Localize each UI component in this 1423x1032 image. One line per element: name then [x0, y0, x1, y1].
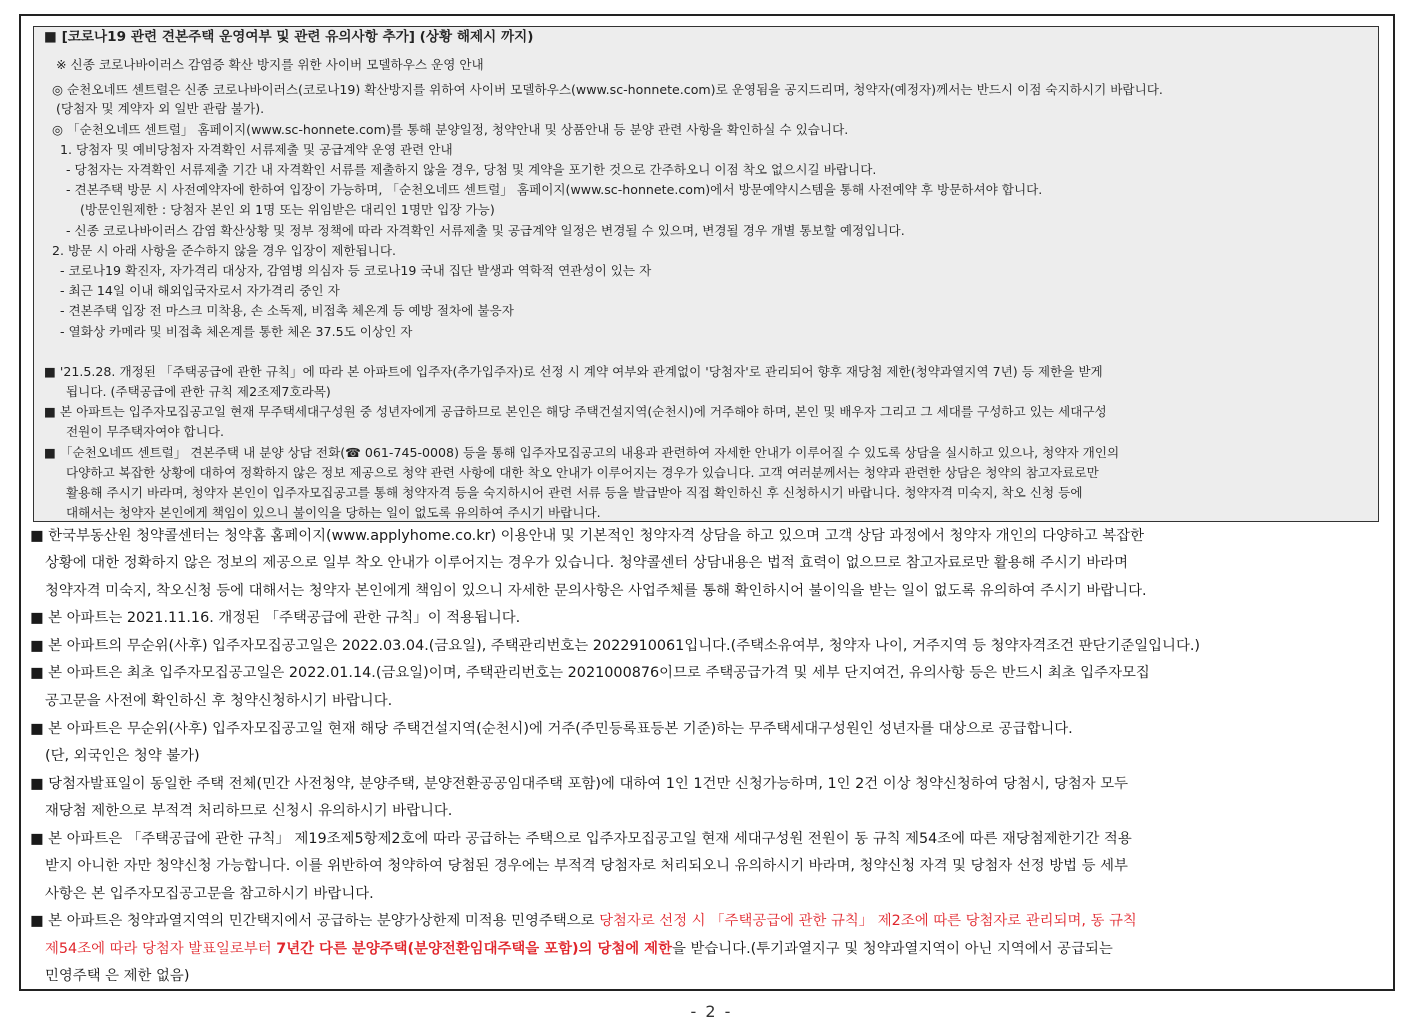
bullet-paragraph: 전원이 무주택자여야 합니다. — [66, 424, 224, 439]
list-item: - 견본주택 방문 시 사전예약자에 한하여 입장이 가능하며, 「순천오네뜨 센트럴」 홈페이지(www.sc-honnete.com)에서 방문예약시스템을 통해 사전예약 후 방문하셔야 합니다. — [66, 182, 1043, 197]
body-paragraph: 받지 아니한 자만 청약신청 가능합니다. 이를 위반하여 청약하여 당첨된 경우에는 부적격 당첨자로 처리되오니 유의하시기 바라며, 청약신청 자격 및 당첨자 선정 방법 등 세부 — [45, 858, 1128, 874]
list-item: - 최근 14일 이내 해외입국자로서 자가격리 중인 자 — [60, 283, 340, 298]
restriction-text: 을 받습니다.(투기과열지구 및 청약과열지역이 아닌 지역에서 공급되는 — [672, 941, 1113, 957]
restriction-paragraph — [30, 911, 1137, 931]
body-paragraph: 민영주택 은 제한 없음) — [45, 968, 190, 984]
notice-paragraph: ◎ 순천오네뜨 센트럴은 신종 코로나바이러스(코로나19) 확산방지를 위하여 사이버 모델하우스(www.sc-honnete.com)로 운영됨을 공지드리며, 청약자(예정자)께서는 반드시 이점 숙지하시기 바랍니다. — [52, 82, 1163, 97]
body-paragraph: ■ 본 아파트은 최초 입주자모집공고일은 2022.01.14.(금요일)이며, 주택관리번호는 2021000876이므로 주택공급가격 및 세부 단지여건, 유의사항 등은 반드시 최초 입주자모집 — [30, 665, 1150, 681]
body-paragraph: (단, 외국인은 청약 불가) — [45, 748, 200, 764]
restriction-highlight: 제54조에 따라 당첨자 발표일로부터 — [45, 941, 277, 957]
list-item: - 코로나19 확진자, 자가격리 대상자, 감염병 의심자 등 코로나19 국내 집단 발생과 역학적 연관성이 있는 자 — [60, 263, 652, 278]
bullet-paragraph: ■ 「순천오네뜨 센트럴」 견본주택 내 분양 상담 전화(☎ 061-745-0008) 등을 통해 입주자모집공고의 내용과 관련하여 자세한 안내가 이루어질 수 있도록 상담을 실시하고 있으나, 청약자 개인의 — [44, 445, 1120, 460]
bullet-paragraph: 다양하고 복잡한 상황에 대하여 정확하지 않은 정보 제공으로 청약 관련 사항에 대한 착오 안내가 이루어지는 경우가 있습니다. 고객 여러분께서는 청약과 관련한 상담은 청약의 참고자료로만 — [66, 465, 1099, 480]
cyber-model-house-subtitle: ※ 신종 코로나바이러스 감염증 확산 방지를 위한 사이버 모델하우스 운영 안내 — [56, 57, 484, 72]
restriction-paragraph — [45, 939, 1113, 959]
list-item: - 당첨자는 자격확인 서류제출 기간 내 자격확인 서류를 제출하지 않을 경우, 당첨 및 계약을 포기한 것으로 간주하오니 이점 착오 없으시길 바랍니다. — [66, 162, 877, 177]
body-paragraph: 사항은 본 입주자모집공고문을 참고하시기 바랍니다. — [45, 886, 374, 902]
restriction-text: ■ 본 아파트은 청약과열지역의 민간택지에서 공급하는 분양가상한제 미적용 민영주택으로 — [30, 913, 600, 929]
section-heading: 2. 방문 시 아래 사항을 준수하지 않을 경우 입장이 제한됩니다. — [52, 243, 397, 258]
body-paragraph: ■ 당첨자발표일이 동일한 주택 전체(민간 사전청약, 분양주택, 분양전환공공임대주택 포함)에 대하여 1인 1건만 신청가능하며, 1인 2건 이상 청약신청하여 당첨시, 당첨자 모두 — [30, 776, 1129, 792]
body-paragraph: ■ 본 아파트은 「주택공급에 관한 규칙」 제19조제5항제2호에 따라 공급하는 주택으로 입주자모집공고일 현재 세대구성원 전원이 동 규칙 제54조에 따른 재당첨제한기간 적용 — [30, 831, 1132, 847]
list-item: - 견본주택 입장 전 마스크 미착용, 손 소독제, 비접촉 체온계 등 예방 절차에 불응자 — [60, 303, 514, 318]
body-paragraph: ■ 본 아파트은 무순위(사후) 입주자모집공고일 현재 해당 주택건설지역(순천시)에 거주(주민등록표등본 기준)하는 무주택세대구성원인 성년자를 대상으로 공급합니다. — [30, 721, 1073, 737]
restriction-emphasis: 7년간 다른 분양주택(분양전환임대주택을 포함)의 당첨에 제한 — [276, 941, 672, 957]
bullet-paragraph: 활용해 주시기 바라며, 청약자 본인이 입주자모집공고를 통해 청약자격 등을 숙지하시어 관련 서류 등을 발급받아 직접 확인하신 후 신청하시기 바랍니다. 청약자격 미숙지, 착오 신청 등에 — [66, 485, 1083, 500]
body-paragraph: 재당첨 제한으로 부적격 처리하므로 신청시 유의하시기 바랍니다. — [45, 803, 453, 819]
bullet-paragraph: 대해서는 청약자 본인에게 책임이 있으니 불이익을 당하는 일이 없도록 유의하여 주시기 바랍니다. — [66, 505, 601, 520]
body-paragraph: 상황에 대한 정확하지 않은 정보의 제공으로 일부 착오 안내가 이루어지는 경우가 있습니다. 청약콜센터 상담내용은 법적 효력이 없으므로 참고자료로만 활용해 주시기 바라며 — [45, 555, 1129, 571]
notice-paragraph: ◎ 「순천오네뜨 센트럴」 홈페이지(www.sc-honnete.com)를 통해 분양일정, 청약안내 및 상품안내 등 분양 관련 사항을 확인하실 수 있습니다. — [52, 122, 849, 137]
body-paragraph: ■ 본 아파트의 무순위(사후) 입주자모집공고일은 2022.03.04.(금요일), 주택관리번호는 2022910061입니다.(주택소유여부, 청약자 나이, 거주지역 등 청약자격조건 판단기준일입니다.) — [30, 638, 1201, 654]
body-paragraph: ■ 본 아파트는 2021.11.16. 개정된 「주택공급에 관한 규칙」이 적용됩니다. — [30, 610, 521, 626]
bullet-paragraph: 됩니다. (주택공급에 관한 규칙 제2조제7호라목) — [66, 384, 331, 399]
list-item: - 신종 코로나바이러스 감염 확산상황 및 정부 정책에 따라 자격확인 서류제출 및 공급계약 일정은 변경될 수 있으며, 변경될 경우 개별 통보할 예정입니다. — [66, 223, 905, 238]
body-paragraph: 청약자격 미숙지, 착오신청 등에 대해서는 청약자 본인에게 책임이 있으니 자세한 문의사항은 사업주체를 통해 확인하시어 불이익을 받는 일이 없도록 유의하여 주시기 바랍니다. — [45, 583, 1147, 599]
section-heading: 1. 당첨자 및 예비당첨자 자격확인 서류제출 및 공급계약 운영 관련 안내 — [60, 142, 453, 157]
restriction-highlight: 당첨자로 선정 시 「주택공급에 관한 규칙」 제2조에 따른 당첨자로 관리되며, 동 규칙 — [599, 913, 1137, 929]
bullet-paragraph: ■ '21.5.28. 개정된 「주택공급에 관한 규칙」에 따라 본 아파트에 입주자(추가입주자)로 선정 시 계약 여부와 관계없이 '당첨자'로 관리되어 향후 재당첨 제한(청약과열지역 7년) 등 제한을 받게 — [44, 364, 1103, 379]
list-item: (방문인원제한 : 당첨자 본인 외 1명 또는 위임받은 대리인 1명만 입장 가능) — [80, 202, 495, 217]
bullet-paragraph: ■ 본 아파트는 입주자모집공고일 현재 무주택세대구성원 중 성년자에게 공급하므로 본인은 해당 주택건설지역(순천시)에 거주해야 하며, 본인 및 배우자 그리고 그 세대를 구성하고 있는 세대구성 — [44, 404, 1107, 419]
body-paragraph: ■ 한국부동산원 청약콜센터는 청약홈 홈페이지(www.applyhome.co.kr) 이용안내 및 기본적인 청약자격 상담을 하고 있으며 고객 상담 과정에서 청약자 개인의 다양하고 복잡한 — [30, 528, 1144, 544]
notice-paragraph: (당첨자 및 계약자 외 일반 관람 불가). — [56, 101, 265, 116]
covid-notice-title: ■ [코로나19 관련 견본주택 운영여부 및 관련 유의사항 추가] (상황 해제시 까지) — [44, 29, 534, 45]
body-paragraph: 공고문을 사전에 확인하신 후 청약신청하시기 바랍니다. — [45, 693, 393, 709]
page-number: - 2 - — [690, 1002, 733, 1021]
list-item: - 열화상 카메라 및 비접촉 체온계를 통한 체온 37.5도 이상인 자 — [60, 324, 413, 339]
